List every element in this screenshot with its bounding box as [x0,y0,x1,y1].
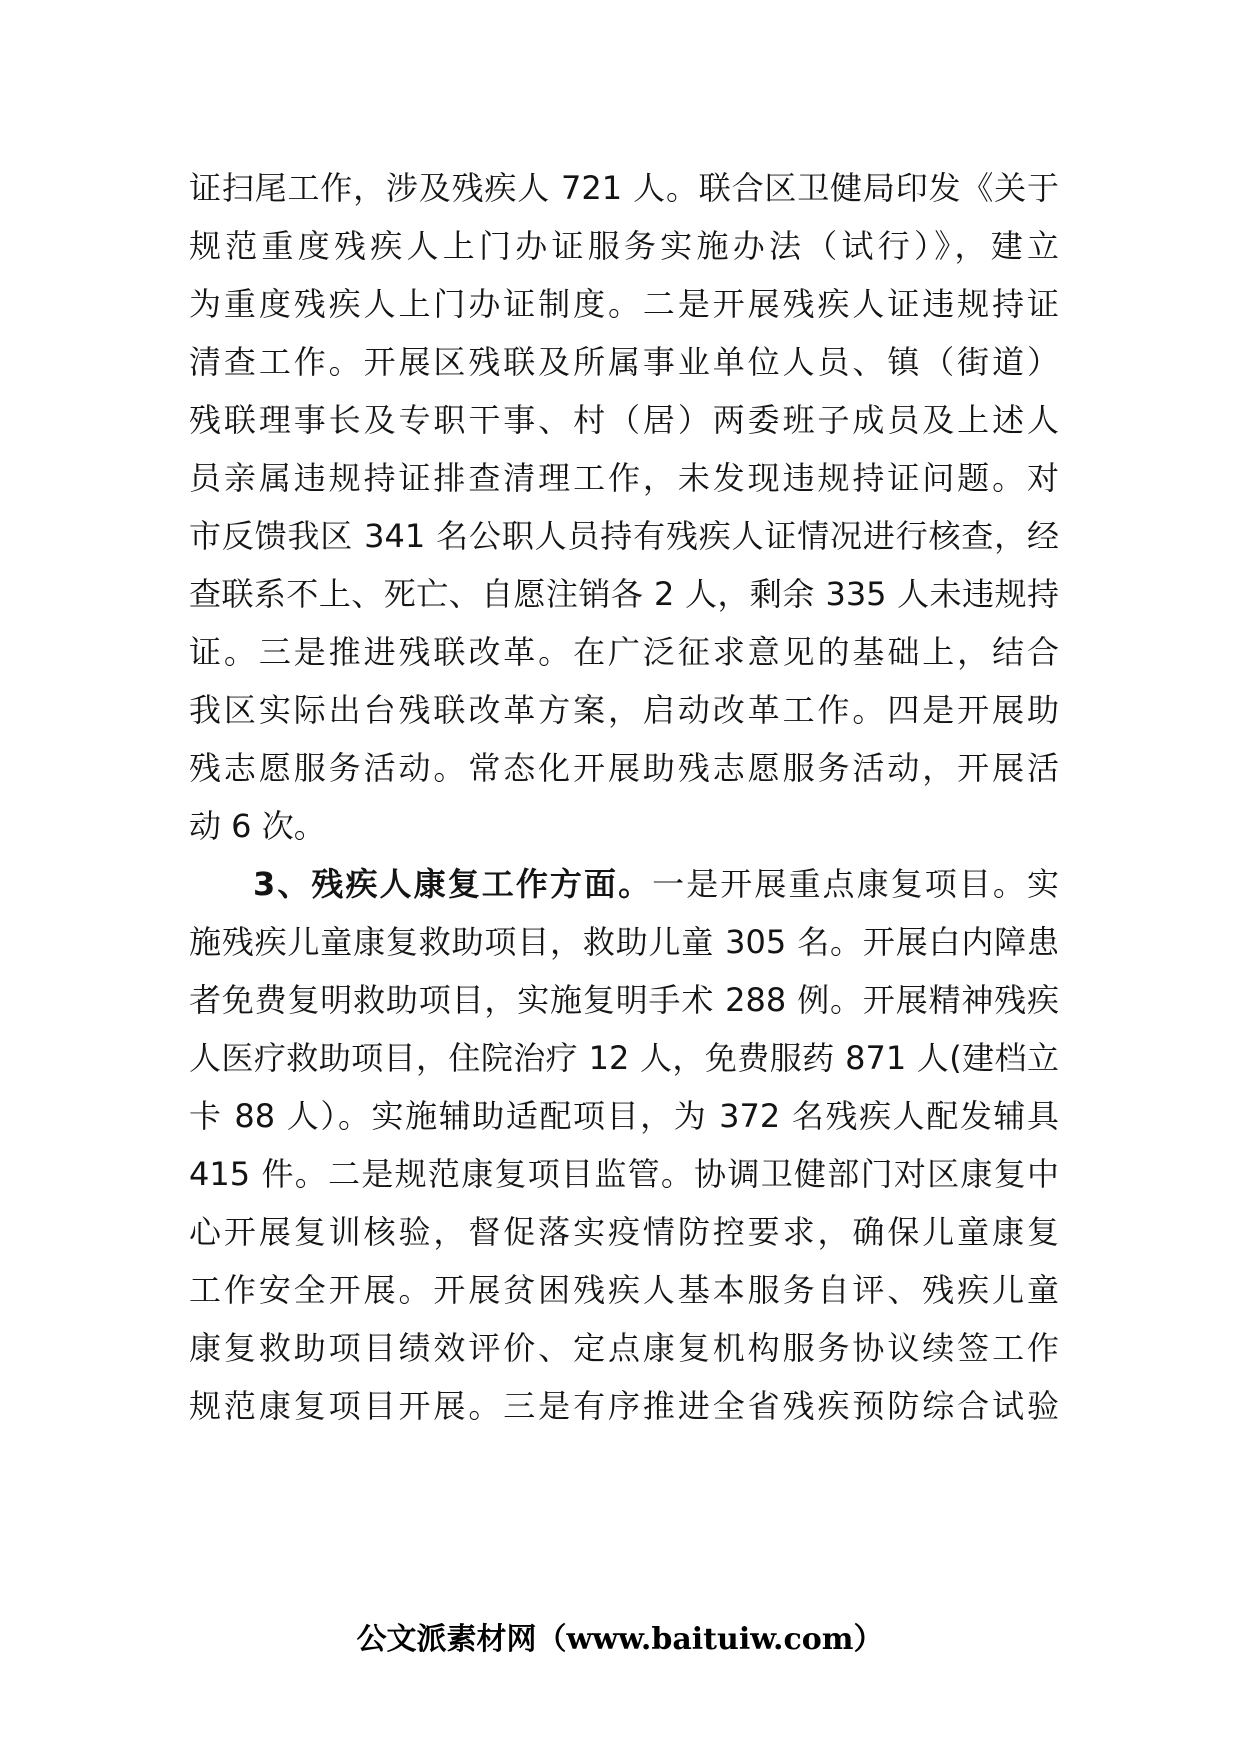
paragraph-line: 市反馈我区 341 名公职人员持有残疾人证情况进行核查，经 [189,517,1059,555]
paragraph-line: 规范重度残疾人上门办证服务实施办法（试行）》，建立 [189,227,1059,265]
paragraph-line: 证扫尾工作，涉及残疾人 721 人。联合区卫健局印发《关于 [189,169,1059,207]
paragraph-line: 为重度残疾人上门办证制度。二是开展残疾人证违规持证 [189,285,1059,323]
paragraph-line: 员亲属违规持证排查清理工作，未发现违规持证问题。对 [189,459,1059,497]
paragraph-line: 卡 88 人）。实施辅助适配项目，为 372 名残疾人配发辅具 [189,1097,1059,1135]
paragraph-line: 415 件。二是规范康复项目监管。协调卫健部门对区康复中 [189,1155,1059,1193]
paragraph-line: 康复救助项目绩效评价、定点康复机构服务协议续签工作 [189,1329,1059,1367]
paragraph-line: 施残疾儿童康复救助项目，救助儿童 305 名。开展白内障患 [189,923,1059,961]
paragraph-line: 心开展复训核验，督促落实疫情防控要求，确保儿童康复 [189,1213,1059,1251]
paragraph-line: 证。三是推进残联改革。在广泛征求意见的基础上，结合 [189,633,1059,671]
section-3-heading: 3、残疾人康复工作方面。 [253,865,653,903]
section-3-first-line-text: 一是开展重点康复项目。实 [652,865,1059,903]
paragraph-line: 动 6 次。 [189,807,326,845]
paragraph-line: 残志愿服务活动。常态化开展助残志愿服务活动，开展活 [189,749,1059,787]
paragraph-line: 人医疗救助项目，住院治疗 12 人，免费服药 871 人(建档立 [189,1039,1059,1077]
paragraph-line: 者免费复明救助项目，实施复明手术 288 例。开展精神残疾 [189,981,1059,1019]
footer-watermark: 公文派素材网（www.baituiw.com） [356,1622,884,1657]
paragraph-line: 查联系不上、死亡、自愿注销各 2 人，剩余 335 人未违规持 [189,575,1059,613]
section-3-first-line [253,864,1059,904]
paragraph-line: 我区实际出台残联改革方案，启动改革工作。四是开展助 [189,691,1059,729]
paragraph-line: 清查工作。开展区残联及所属事业单位人员、镇（街道） [189,343,1059,381]
paragraph-line: 规范康复项目开展。三是有序推进全省残疾预防综合试验 [189,1387,1059,1425]
paragraph-line: 残联理事长及专职干事、村（居）两委班子成员及上述人 [189,401,1059,439]
paragraph-line: 工作安全开展。开展贫困残疾人基本服务自评、残疾儿童 [189,1271,1059,1309]
